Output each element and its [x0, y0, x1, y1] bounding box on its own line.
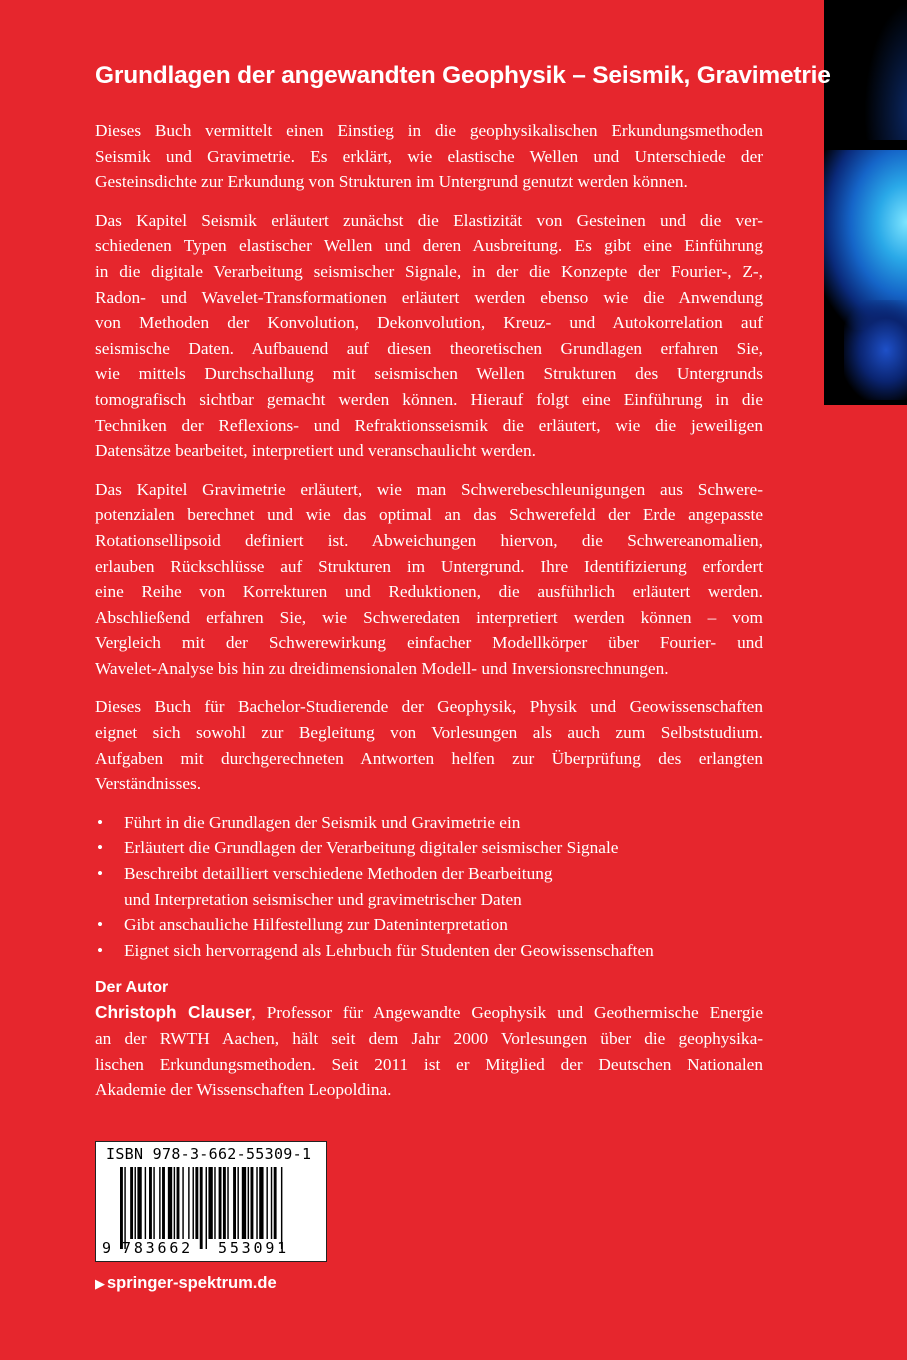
text-line: Techniken der Reflexions- und Refraktionsseismik die erläutert, wie die jeweiligen [95, 415, 763, 435]
paragraph [95, 208, 763, 464]
list-item [95, 810, 763, 836]
text-line: Vergleich mit der Schwerewirkung einfacher Modellkörper über Fourier- und [95, 633, 763, 653]
list-item-text: und Interpretation seismischer und gravimetrischer Daten [124, 889, 522, 909]
barcode-bar [135, 1167, 136, 1239]
list-item-text: • Führt in die Grundlagen der Seismik und Gravimetrie ein [124, 812, 521, 832]
book-title: Grundlagen der angewandten Geophysik – Seismik, Gravimetrie [95, 62, 831, 89]
barcode-digit-first: 9 [102, 1239, 112, 1257]
list-item [95, 861, 763, 912]
barcode-bar [256, 1167, 257, 1239]
barcode-bar [200, 1167, 203, 1249]
paragraph [95, 118, 763, 195]
text-line: Aufgaben mit durchgerechneten Antworten helfen zur Überprüfung des erlangten [95, 748, 763, 768]
barcode-bar [130, 1167, 133, 1239]
barcode-bar [233, 1167, 236, 1239]
author-bio-text: , Professor für Angewandte Geophysik und Geothermische Energie [251, 1003, 763, 1023]
list-item-text: • Erläutert die Grundlagen der Verarbeitung digitaler seismischer Signale [124, 838, 619, 858]
author-bio-text: an der RWTH Aachen, hält seit dem Jahr 2000 Vorlesungen über die geophysika- [95, 1029, 763, 1048]
barcode-bar [214, 1167, 215, 1239]
list-item-text: • Gibt anschauliche Hilfestellung zur Dateninterpretation [124, 915, 508, 935]
barcode-bar [182, 1167, 183, 1239]
barcode-bar [124, 1167, 125, 1249]
barcode-bar [174, 1167, 175, 1239]
barcode-bar [208, 1167, 212, 1239]
barcode-bar [188, 1167, 189, 1239]
list-item-text: • Eignet sich hervorragend als Lehrbuch für Studenten der Geowissenschaften [124, 940, 654, 960]
barcode-bar [227, 1167, 228, 1239]
author-bio-line [95, 1052, 763, 1078]
barcode-bar [223, 1167, 226, 1239]
barcode-bar [271, 1167, 272, 1239]
barcode-bar [145, 1167, 146, 1239]
paragraph [95, 477, 763, 682]
barcode-bar [193, 1167, 194, 1239]
author-name: Christoph Clauser [95, 1002, 252, 1023]
paragraph [95, 694, 763, 796]
publisher-link[interactable] [95, 1274, 277, 1293]
barcode-bar [248, 1167, 249, 1239]
barcode-bar [159, 1167, 160, 1239]
text-line: von Methoden der Konvolution, Dekonvolution, Kreuz- und Autokorrelation auf [95, 313, 763, 333]
feature-list [95, 810, 763, 964]
barcode-bar [120, 1167, 123, 1249]
barcode-bar [274, 1167, 277, 1239]
barcode-bar [237, 1167, 238, 1239]
text-line: seismische Daten. Aufbauend auf diesen theoretischen Grundlagen erfahren Sie, [95, 338, 763, 358]
barcode-bar [195, 1167, 198, 1239]
text-line: schiedenen Typen elastischer Wellen und deren Ausbreitung. Es gibt eine Einführung [95, 236, 763, 256]
cover-art-strip [824, 0, 907, 405]
list-item [95, 835, 763, 861]
publisher-url: springer-spektrum.de [107, 1274, 277, 1292]
author-bio [95, 1000, 763, 1102]
author-bio-text: lischen Erkundungsmethoden. Seit 2011 ist er Mitglied der Deutschen Nationalen [95, 1054, 763, 1074]
text-line: Dieses Buch für Bachelor-Studierende der Geophysik, Physik und Geowissenschaften [95, 697, 763, 717]
barcode-bar [251, 1167, 254, 1239]
author-bio-line [95, 1077, 763, 1103]
barcode-digits-right: 553091 [218, 1239, 289, 1257]
text-line: Wavelet-Analyse bis hin zu dreidimensionalen Modell- und Inversionsrechnungen. [95, 658, 669, 678]
description [95, 118, 763, 797]
list-item-text: • Beschreibt detailliert verschiedene Methoden der Bearbeitung [124, 864, 553, 884]
text-line: Rotationsellipsoid definiert ist. Abweichungen hiervon, die Schwereanomalien, [95, 530, 763, 550]
isbn-label: ISBN 978-3-662-55309-1 [106, 1145, 312, 1163]
list-item [95, 912, 763, 938]
text-line: Verständnisses. [95, 774, 202, 794]
text-line: Das Kapitel Seismik erläutert zunächst die Elastizität von Gesteinen und die ver- [95, 210, 763, 230]
barcode-bar [168, 1167, 172, 1239]
barcode-bar [219, 1167, 222, 1239]
barcode-bar [266, 1167, 267, 1239]
isbn-barcode [95, 1141, 327, 1262]
barcode-bar [259, 1167, 263, 1239]
list-item [95, 938, 763, 964]
barcode-bar [153, 1167, 154, 1239]
arrow-right-icon: ▶ [95, 1276, 105, 1291]
author-bio-text: Akademie der Wissenschaften Leopoldina. [95, 1080, 392, 1100]
barcode-bar [137, 1167, 141, 1239]
author-bio-line [95, 1000, 763, 1026]
text-line: Abschließend erfahren Sie, wie Schweredaten interpretiert werden können – vom [95, 607, 763, 627]
text-line: Datensätze bearbeitet, interpretiert und veranschaulicht werden. [95, 441, 536, 461]
back-cover-text [95, 118, 763, 1103]
text-line: erlauben Rückschlüsse auf Strukturen im Untergrund. Ihre Identifizierung erfordert [95, 556, 763, 576]
barcode-bar [206, 1167, 207, 1249]
text-line: tomografisch sichtbar gemacht werden können. Hierauf folgt eine Einführung in die [95, 389, 763, 409]
text-line: in die digitale Verarbeitung seismischer Signale, in der die Konzepte der Fourier-, Z-, [95, 261, 763, 281]
text-line: Das Kapitel Gravimetrie erläutert, wie man Schwerebeschleunigungen aus Schwere- [95, 479, 763, 499]
text-line: Seismik und Gravimetrie. Es erklärt, wie elastische Wellen und Unterschiede der [95, 146, 763, 166]
author-heading: Der Autor [95, 979, 169, 997]
text-line: potenzialen berechnet und wie das optimal an das Schwerefeld der Erde angepasste [95, 505, 763, 525]
text-line: eine Reihe von Korrekturen und Reduktionen, die ausführlich erläutert werden. [95, 582, 763, 602]
text-line: Radon- und Wavelet-Transformationen erläutert werden ebenso wie die Anwendung [95, 287, 763, 307]
barcode-bar [177, 1167, 180, 1239]
barcode-bar [281, 1167, 282, 1249]
barcode-digits-left: 783662 [122, 1239, 193, 1257]
author-bio-line [95, 1026, 763, 1052]
text-line: wie mittels Durchschallung mit seismischen Wellen Strukturen des Untergrunds [95, 364, 763, 384]
text-line: Gesteinsdichte zur Erkundung von Strukturen im Untergrund genutzt werden können. [95, 172, 688, 192]
barcode-bar [149, 1167, 152, 1239]
text-line: eignet sich sowohl zur Begleitung von Vorlesungen als auch zum Selbststudium. [95, 723, 763, 743]
barcode-bar [162, 1167, 165, 1239]
text-line: Dieses Buch vermittelt einen Einstieg in die geophysikalischen Erkundungsmethoden [95, 121, 763, 140]
barcode-bar [242, 1167, 246, 1239]
